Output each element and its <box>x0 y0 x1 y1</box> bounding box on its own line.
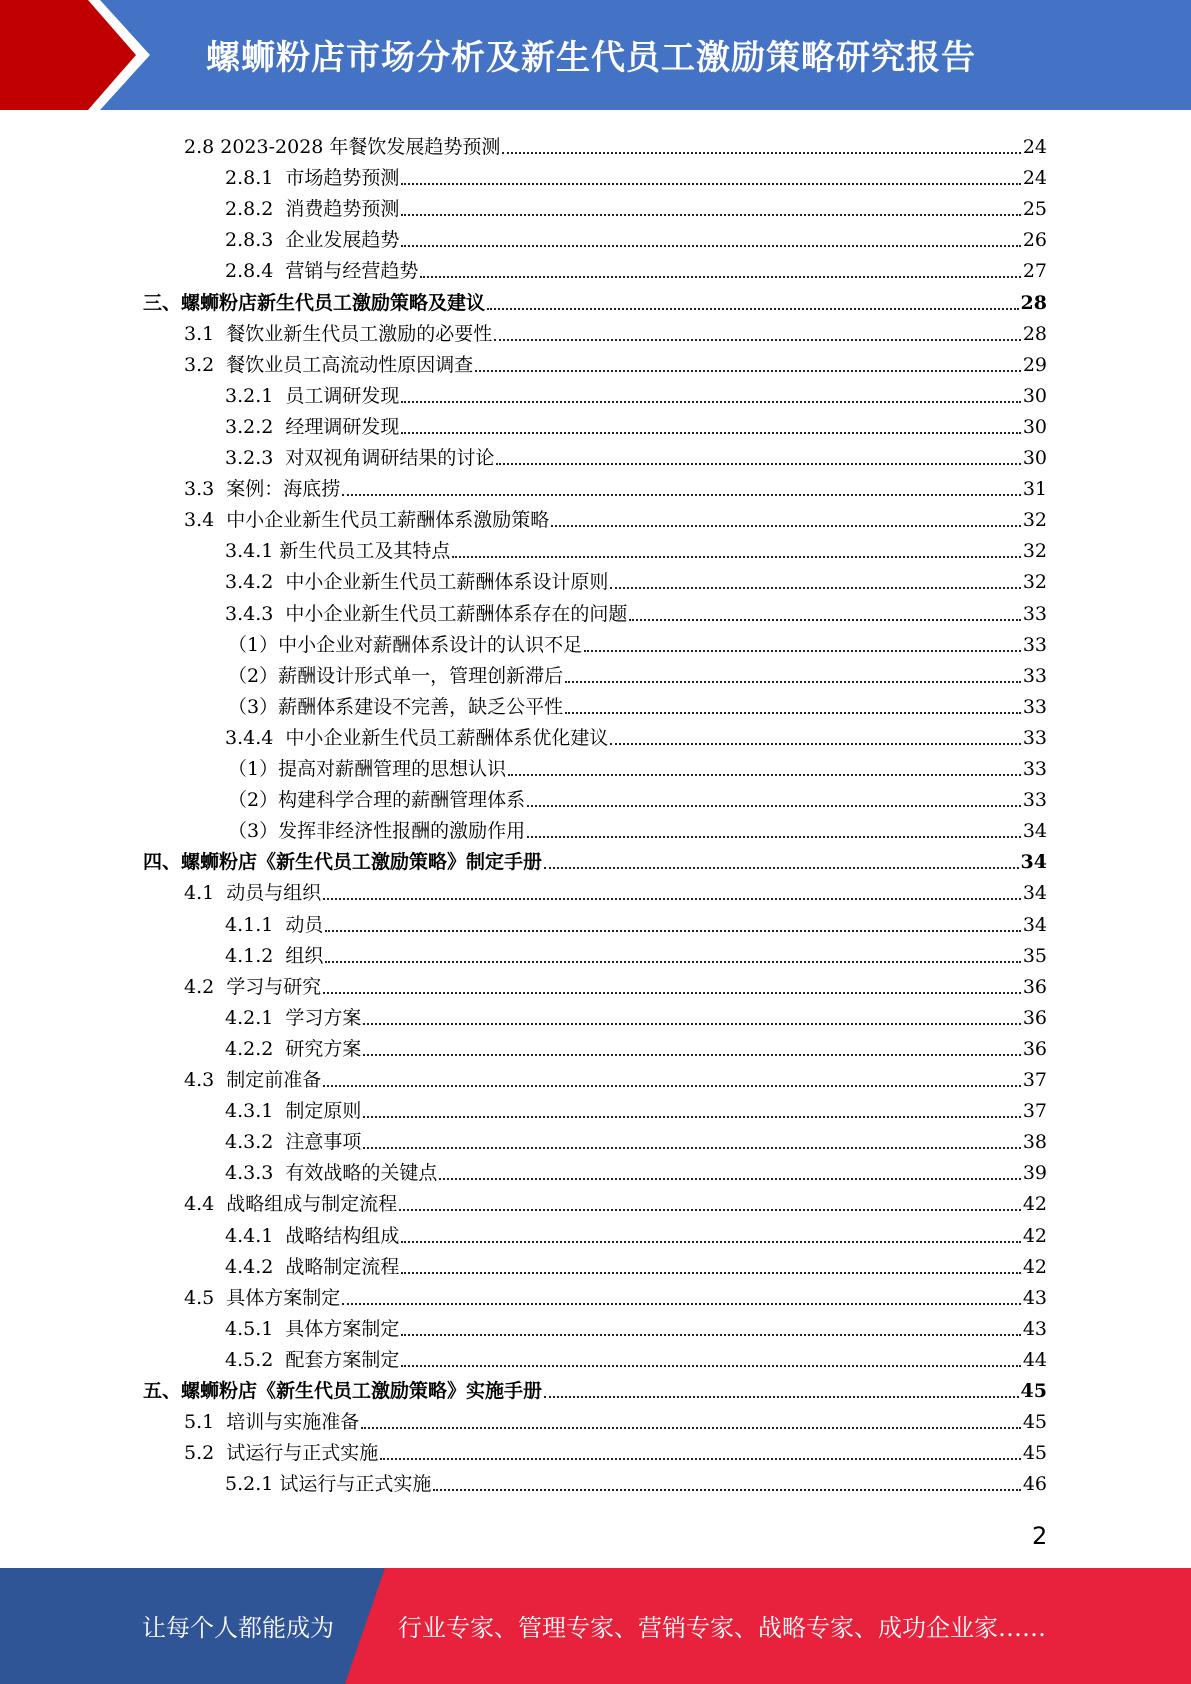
toc-entry-label: 5.1 培训与实施准备 <box>184 1411 360 1434</box>
toc-entry-page: 33 <box>1022 695 1047 718</box>
toc-entry-page: 42 <box>1022 1255 1047 1278</box>
toc-leader-dots <box>399 1209 1021 1211</box>
toc-entry[interactable] <box>184 128 1047 159</box>
toc-entry-label: 4.1 动员与组织 <box>184 882 322 905</box>
toc-entry-page: 27 <box>1022 260 1047 283</box>
toc-entry[interactable] <box>184 470 1047 501</box>
toc-entry-page: 36 <box>1022 975 1047 998</box>
toc-entry-page: 32 <box>1022 540 1047 563</box>
toc-entry-label: 3.4.4 中小企业新生代员工薪酬体系优化建议 <box>225 726 609 749</box>
toc-entry-page: 30 <box>1022 384 1047 407</box>
toc-entry-page: 28 <box>1022 322 1047 345</box>
toc-entry[interactable] <box>225 190 1047 221</box>
toc-entry-label: 2.8.4 营销与经营趋势 <box>225 260 419 283</box>
toc-entry-page: 37 <box>1022 1069 1047 1091</box>
toc-entry[interactable] <box>225 1465 1047 1496</box>
toc-entry[interactable] <box>184 501 1047 532</box>
toc-entry[interactable] <box>225 1154 1047 1185</box>
toc-leader-dots <box>401 245 1020 247</box>
toc-entry-page: 34 <box>1022 882 1047 905</box>
toc-entry-page: 34 <box>1022 820 1047 843</box>
toc-entry-label: 4.1.2 组织 <box>225 944 324 967</box>
toc-entry[interactable] <box>184 874 1047 905</box>
toc-entry[interactable] <box>225 1217 1047 1248</box>
toc-entry-page: 45 <box>1020 1380 1047 1402</box>
toc-entry-label: 3.2.1 员工调研发现 <box>225 384 400 407</box>
toc-entry[interactable] <box>184 1061 1047 1092</box>
toc-entry-label: （2）薪酬设计形式单一，管理创新滞后 <box>228 664 564 687</box>
toc-entry-label: 4.3.1 制定原则 <box>225 1100 362 1123</box>
toc-leader-dots <box>342 1303 1021 1305</box>
toc-leader-dots <box>527 836 1021 838</box>
toc-leader-dots <box>401 1272 1020 1274</box>
toc-leader-dots <box>610 743 1020 745</box>
toc-entry[interactable] <box>225 719 1047 750</box>
toc-leader-dots <box>433 1489 1020 1491</box>
page-header <box>0 0 1191 110</box>
toc-entry-label: 五、螺蛳粉店《新生代员工激励策略》实施手册 <box>143 1380 543 1402</box>
toc-entry[interactable] <box>228 688 1047 719</box>
toc-entry[interactable] <box>228 657 1047 688</box>
toc-entry-page: 33 <box>1022 664 1047 687</box>
toc-entry-label: 4.2.1 学习方案 <box>225 1006 362 1029</box>
toc-leader-dots <box>401 1365 1020 1367</box>
toc-entry-page: 38 <box>1022 1131 1047 1154</box>
toc-entry-label: 5.2.1 试运行与正式实施 <box>225 1473 432 1496</box>
toc-leader-dots <box>363 1023 1020 1025</box>
toc-entry[interactable] <box>225 532 1047 563</box>
toc-entry[interactable] <box>225 1030 1047 1061</box>
footer-slogan-right: 行业专家、管理专家、营销专家、战略专家、成功企业家…… <box>398 1614 1046 1642</box>
toc-entry[interactable] <box>225 159 1047 190</box>
toc-entry-label: 3.4.1 新生代员工及其特点 <box>225 540 451 563</box>
toc-entry[interactable] <box>225 563 1047 594</box>
toc-entry-label: 2.8.3 企业发展趋势 <box>225 229 400 252</box>
toc-leader-dots <box>363 1147 1020 1149</box>
toc-entry-label: 3.2.3 对双视角调研结果的讨论 <box>225 447 495 469</box>
toc-entry-label: （1）中小企业对薪酬体系设计的认识不足 <box>228 633 583 656</box>
toc-entry-page: 45 <box>1022 1411 1047 1434</box>
toc-leader-dots <box>323 992 1021 994</box>
toc-entry-page: 33 <box>1022 758 1047 780</box>
toc-entry-page: 24 <box>1022 167 1047 190</box>
toc-entry[interactable] <box>143 284 1047 315</box>
toc-entry-page: 24 <box>1022 136 1047 158</box>
toc-entry[interactable] <box>184 1403 1047 1434</box>
toc-leader-dots <box>487 308 1019 310</box>
toc-leader-dots <box>361 1427 1021 1429</box>
toc-entry-label: 4.4.2 战略制定流程 <box>225 1255 400 1278</box>
toc-leader-dots <box>380 1458 1021 1460</box>
toc-leader-dots <box>323 898 1021 900</box>
toc-leader-dots <box>401 432 1020 434</box>
toc-entry-label: 3.1 餐饮业新生代员工激励的必要性 <box>184 322 493 345</box>
toc-leader-dots <box>401 401 1020 403</box>
toc-entry-label: 3.3 案例：海底捞 <box>184 478 341 501</box>
toc-entry[interactable] <box>225 595 1047 626</box>
toc-leader-dots <box>629 619 1020 621</box>
toc-entry-page: 43 <box>1022 1317 1047 1340</box>
toc-entry-label: 2.8 2023-2028 年餐饮发展趋势预测 <box>184 136 501 158</box>
toc-entry-label: （2）构建科学合理的薪酬管理体系 <box>228 789 526 812</box>
toc-leader-dots <box>342 494 1021 496</box>
toc-entry-label: 3.4.3 中小企业新生代员工薪酬体系存在的问题 <box>225 602 628 625</box>
toc-leader-dots <box>565 681 1021 683</box>
toc-entry-label: 4.3 制定前准备 <box>184 1069 322 1091</box>
toc-entry-label: 4.5.2 配套方案制定 <box>225 1348 400 1371</box>
toc-entry-label: 4.2.2 研究方案 <box>225 1037 362 1060</box>
toc-entry-page: 44 <box>1022 1348 1047 1371</box>
toc-entry[interactable] <box>228 750 1047 781</box>
toc-leader-dots <box>544 1396 1019 1398</box>
toc-entry-page: 36 <box>1022 1037 1047 1060</box>
header-arrow-decoration <box>0 0 160 110</box>
toc-entry[interactable] <box>225 408 1047 439</box>
toc-entry[interactable] <box>228 812 1047 843</box>
toc-entry-label: 3.2.2 经理调研发现 <box>225 415 400 438</box>
toc-entry[interactable] <box>225 1310 1047 1341</box>
toc-entry-label: 3.4 中小企业新生代员工薪酬体系激励策略 <box>184 509 550 532</box>
toc-leader-dots <box>323 1085 1021 1087</box>
toc-entry[interactable] <box>184 1185 1047 1216</box>
toc-entry-page: 26 <box>1022 229 1047 252</box>
toc-entry-page: 33 <box>1022 633 1047 656</box>
toc-leader-dots <box>508 774 1021 776</box>
toc-entry-page: 31 <box>1022 478 1047 501</box>
toc-entry[interactable] <box>225 439 1047 470</box>
toc-entry[interactable] <box>184 1279 1047 1310</box>
toc-entry-page: 25 <box>1022 198 1047 221</box>
toc-entry-page: 43 <box>1022 1286 1047 1309</box>
toc-leader-dots <box>401 183 1020 185</box>
toc-entry-label: 3.2 餐饮业员工高流动性原因调查 <box>184 353 474 376</box>
toc-entry-label: 四、螺蛳粉店《新生代员工激励策略》制定手册 <box>143 851 543 874</box>
toc-entry[interactable] <box>225 252 1047 283</box>
toc-entry-page: 33 <box>1022 789 1047 812</box>
toc-entry-label: 4.4.1 战略结构组成 <box>225 1224 400 1247</box>
toc-entry-page: 45 <box>1022 1442 1047 1465</box>
toc-entry[interactable] <box>184 315 1047 346</box>
toc-entry[interactable] <box>143 1372 1047 1403</box>
toc-entry-label: （1）提高对薪酬管理的思想认识 <box>228 758 507 780</box>
toc-entry[interactable] <box>225 221 1047 252</box>
toc-leader-dots <box>452 556 1020 558</box>
toc-entry[interactable] <box>225 937 1047 968</box>
toc-entry-page: 33 <box>1022 602 1047 625</box>
toc-leader-dots <box>496 463 1020 465</box>
toc-entry-page: 32 <box>1022 509 1047 532</box>
toc-entry-label: （3）薪酬体系建设不完善，缺乏公平性 <box>228 695 564 718</box>
toc-entry-label: 4.5.1 具体方案制定 <box>225 1317 400 1340</box>
toc-leader-dots <box>325 961 1020 963</box>
toc-entry-label: 三、螺蛳粉店新生代员工激励策略及建议 <box>143 291 486 314</box>
toc-leader-dots <box>544 867 1019 869</box>
toc-leader-dots <box>401 214 1020 216</box>
toc-entry[interactable] <box>225 1123 1047 1154</box>
toc-leader-dots <box>420 276 1020 278</box>
document-title: 螺蛳粉店市场分析及新生代员工激励策略研究报告 <box>206 38 976 78</box>
toc-entry-page: 39 <box>1022 1162 1047 1185</box>
toc-entry-label: 2.8.2 消费趋势预测 <box>225 198 400 221</box>
toc-leader-dots <box>565 712 1021 714</box>
toc-entry-page: 33 <box>1022 726 1047 749</box>
toc-leader-dots <box>325 930 1020 932</box>
toc-entry-page: 28 <box>1020 291 1047 314</box>
toc-leader-dots <box>527 805 1021 807</box>
toc-entry-label: 4.3.3 有效战略的关键点 <box>225 1162 438 1185</box>
toc-entry-page: 32 <box>1022 571 1047 594</box>
toc-entry[interactable] <box>228 781 1047 812</box>
toc-entry-label: 4.3.2 注意事项 <box>225 1131 362 1154</box>
toc-entry-page: 42 <box>1022 1193 1047 1216</box>
toc-entry-page: 37 <box>1022 1100 1047 1123</box>
toc-entry[interactable] <box>184 1434 1047 1465</box>
page-number: 2 <box>1032 1522 1048 1550</box>
toc-entry-label: 4.4 战略组成与制定流程 <box>184 1193 398 1216</box>
toc-entry[interactable] <box>184 346 1047 377</box>
page-footer <box>0 1568 1191 1684</box>
toc-entry-page: 42 <box>1022 1224 1047 1247</box>
toc-entry-page: 29 <box>1022 353 1047 376</box>
toc-entry-label: （3）发挥非经济性报酬的激励作用 <box>228 820 526 843</box>
toc-entry-page: 36 <box>1022 1006 1047 1029</box>
toc-entry-page: 30 <box>1022 447 1047 469</box>
toc-entry[interactable] <box>225 1248 1047 1279</box>
toc-leader-dots <box>551 525 1021 527</box>
toc-entry-page: 46 <box>1022 1473 1047 1496</box>
toc-entry[interactable] <box>143 843 1047 874</box>
toc-leader-dots <box>401 1334 1020 1336</box>
toc-leader-dots <box>475 370 1021 372</box>
toc-leader-dots <box>584 650 1021 652</box>
toc-entry-page: 35 <box>1022 944 1047 967</box>
toc-entry-label: 4.1.1 动员 <box>225 913 324 936</box>
toc-entry-label: 4.5 具体方案制定 <box>184 1286 341 1309</box>
footer-slogan-left: 让每个人都能成为 <box>142 1614 334 1642</box>
toc-entry-label: 2.8.1 市场趋势预测 <box>225 167 400 190</box>
toc-leader-dots <box>363 1054 1020 1056</box>
toc-leader-dots <box>439 1178 1020 1180</box>
toc-leader-dots <box>502 152 1020 154</box>
toc-leader-dots <box>363 1116 1020 1118</box>
toc-leader-dots <box>494 339 1021 341</box>
toc-entry-label: 4.2 学习与研究 <box>184 975 322 998</box>
toc-entry-page: 30 <box>1022 415 1047 438</box>
toc-entry[interactable] <box>225 377 1047 408</box>
toc-entry[interactable] <box>225 999 1047 1030</box>
toc-leader-dots <box>401 1241 1020 1243</box>
toc-entry-page: 34 <box>1020 851 1047 874</box>
toc-entry[interactable] <box>225 906 1047 937</box>
toc-entry[interactable] <box>228 626 1047 657</box>
toc-entry[interactable] <box>184 968 1047 999</box>
toc-entry-label: 3.4.2 中小企业新生代员工薪酬体系设计原则 <box>225 571 609 594</box>
toc-entry-page: 34 <box>1022 913 1047 936</box>
toc-entry[interactable] <box>225 1092 1047 1123</box>
toc-entry[interactable] <box>225 1341 1047 1372</box>
toc-entry-label: 5.2 试运行与正式实施 <box>184 1442 379 1465</box>
toc-leader-dots <box>610 587 1020 589</box>
